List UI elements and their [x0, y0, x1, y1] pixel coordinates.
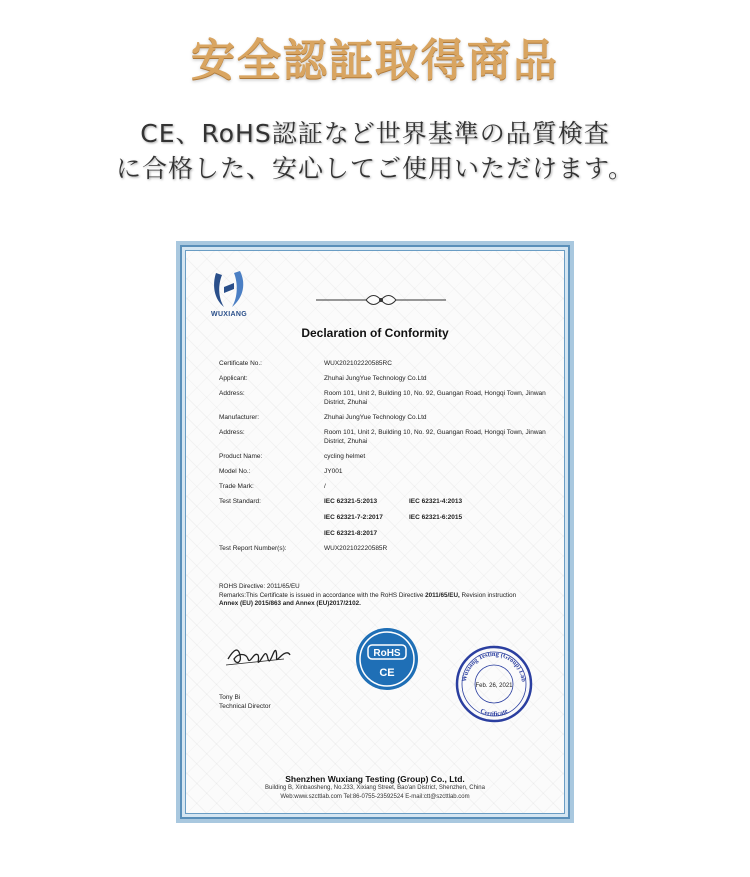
stamp-top-text: Wuxiang Testing (Group) Lab — [460, 650, 527, 683]
handwritten-signature — [224, 639, 294, 671]
test-report-value: WUX202102220585R — [324, 545, 388, 552]
signer-title: Technical Director — [219, 703, 271, 710]
stamp-date: Feb. 26, 2021 — [475, 683, 513, 689]
test-standard-list — [324, 497, 559, 538]
field-label: Address: — [219, 429, 245, 436]
test-standard-row — [219, 497, 559, 538]
certificate-fields — [219, 359, 559, 559]
certificate-document — [185, 250, 565, 814]
rohs-ce-badge-icon — [354, 626, 420, 692]
remarks-suffix: Revision instruction — [459, 591, 517, 599]
model-no-row — [219, 467, 559, 476]
trade-mark-value: / — [324, 483, 326, 490]
manufacturer-address-row — [219, 428, 559, 446]
ornament-divider — [316, 293, 446, 307]
product-name-value: cycling helmet — [324, 453, 366, 460]
trade-mark-row — [219, 482, 559, 491]
certificate-frame — [176, 241, 574, 823]
annex-line: Annex (EU) 2015/863 and Annex (EU)2017/2102. — [219, 600, 361, 607]
signer-block — [219, 693, 271, 711]
footer-company: Shenzhen Wuxiang Testing (Group) Co., Ltd. — [285, 774, 465, 784]
manufacturer-address-value: Room 101, Unit 2, Building 10, No. 92, Guangan Road, Hongqi Town, Jinwan District, Zhuhai — [324, 429, 546, 445]
field-label: Certificate No.: — [219, 360, 262, 367]
rohs-remarks — [219, 583, 559, 609]
field-label: Applicant: — [219, 375, 248, 382]
standard-item: IEC 62321-5:2013 — [324, 498, 378, 505]
stamp-bottom-arc-text — [479, 708, 509, 719]
stamp-bottom-text: Certificate — [478, 707, 510, 719]
manufacturer-value: Zhuhai JungYue Technology Co.Ltd — [324, 414, 427, 421]
field-label: Manufacturer: — [219, 414, 260, 421]
field-label: Test Standard: — [219, 498, 261, 505]
remarks-bold: 2011/65/EU, — [425, 591, 460, 599]
signer-name: Tony Bi — [219, 694, 241, 701]
certificate-no-row — [219, 359, 559, 368]
certificate-footer — [186, 774, 564, 802]
rohs-directive: ROHS Directive: 2011/65/EU — [219, 583, 300, 590]
document-title: Declaration of Conformity — [301, 326, 449, 340]
certificate-border — [180, 245, 570, 819]
test-report-row — [219, 544, 559, 553]
field-label: Trade Mark: — [219, 483, 254, 490]
ce-badge-text: CE — [379, 667, 395, 679]
applicant-address-value: Room 101, Unit 2, Building 10, No. 92, Guangan Road, Hongqi Town, Jinwan District, Zhuhai — [324, 390, 546, 406]
standard-item: IEC 62321-4:2013 — [409, 498, 463, 505]
applicant-row — [219, 374, 559, 383]
remarks-prefix: Remarks:This Certificate is issued in accordance with the RoHS Directive — [219, 591, 426, 599]
applicant-value: Zhuhai JungYue Technology Co.Ltd — [324, 375, 427, 382]
standards-grid — [324, 497, 559, 538]
page-title: 安全認証取得商品 — [191, 35, 559, 86]
wuxiang-logo-icon — [210, 269, 248, 309]
field-label: Test Report Number(s): — [219, 545, 287, 552]
standard-item: IEC 62321-8:2017 — [324, 530, 378, 537]
footer-address: Building B, Xinbaosheng, No.233, Xixiang Street, Bao'an District, Shenzhen, China — [265, 785, 485, 791]
product-name-row — [219, 452, 559, 461]
logo-text: WUXIANG — [211, 311, 247, 318]
model-no-value: JY001 — [324, 468, 343, 475]
field-label: Product Name: — [219, 453, 263, 460]
field-label: Model No.: — [219, 468, 251, 475]
remarks-line — [219, 592, 559, 601]
field-label: Address: — [219, 390, 245, 397]
standard-item: IEC 62321-6:2015 — [409, 514, 463, 521]
certificate-no-value: WUX202102220585RC — [324, 360, 392, 367]
applicant-address-row — [219, 389, 559, 407]
rohs-badge-text: RoHS — [373, 648, 401, 659]
subtitle-line-2: に合格した、安心してご使用いただけます。 — [115, 154, 634, 183]
subtitle-line-1: CE、RoHS認証など世界基準の品質検査 — [140, 119, 610, 148]
company-stamp-icon — [454, 644, 534, 724]
footer-contact: Web:www.szcttlab.com Tel:86-0755-23592524 E-mail:ctt@szcttlab.com — [280, 794, 470, 800]
standard-item: IEC 62321-7-2:2017 — [324, 514, 383, 521]
manufacturer-row — [219, 413, 559, 422]
wuxiang-logo — [204, 269, 254, 318]
